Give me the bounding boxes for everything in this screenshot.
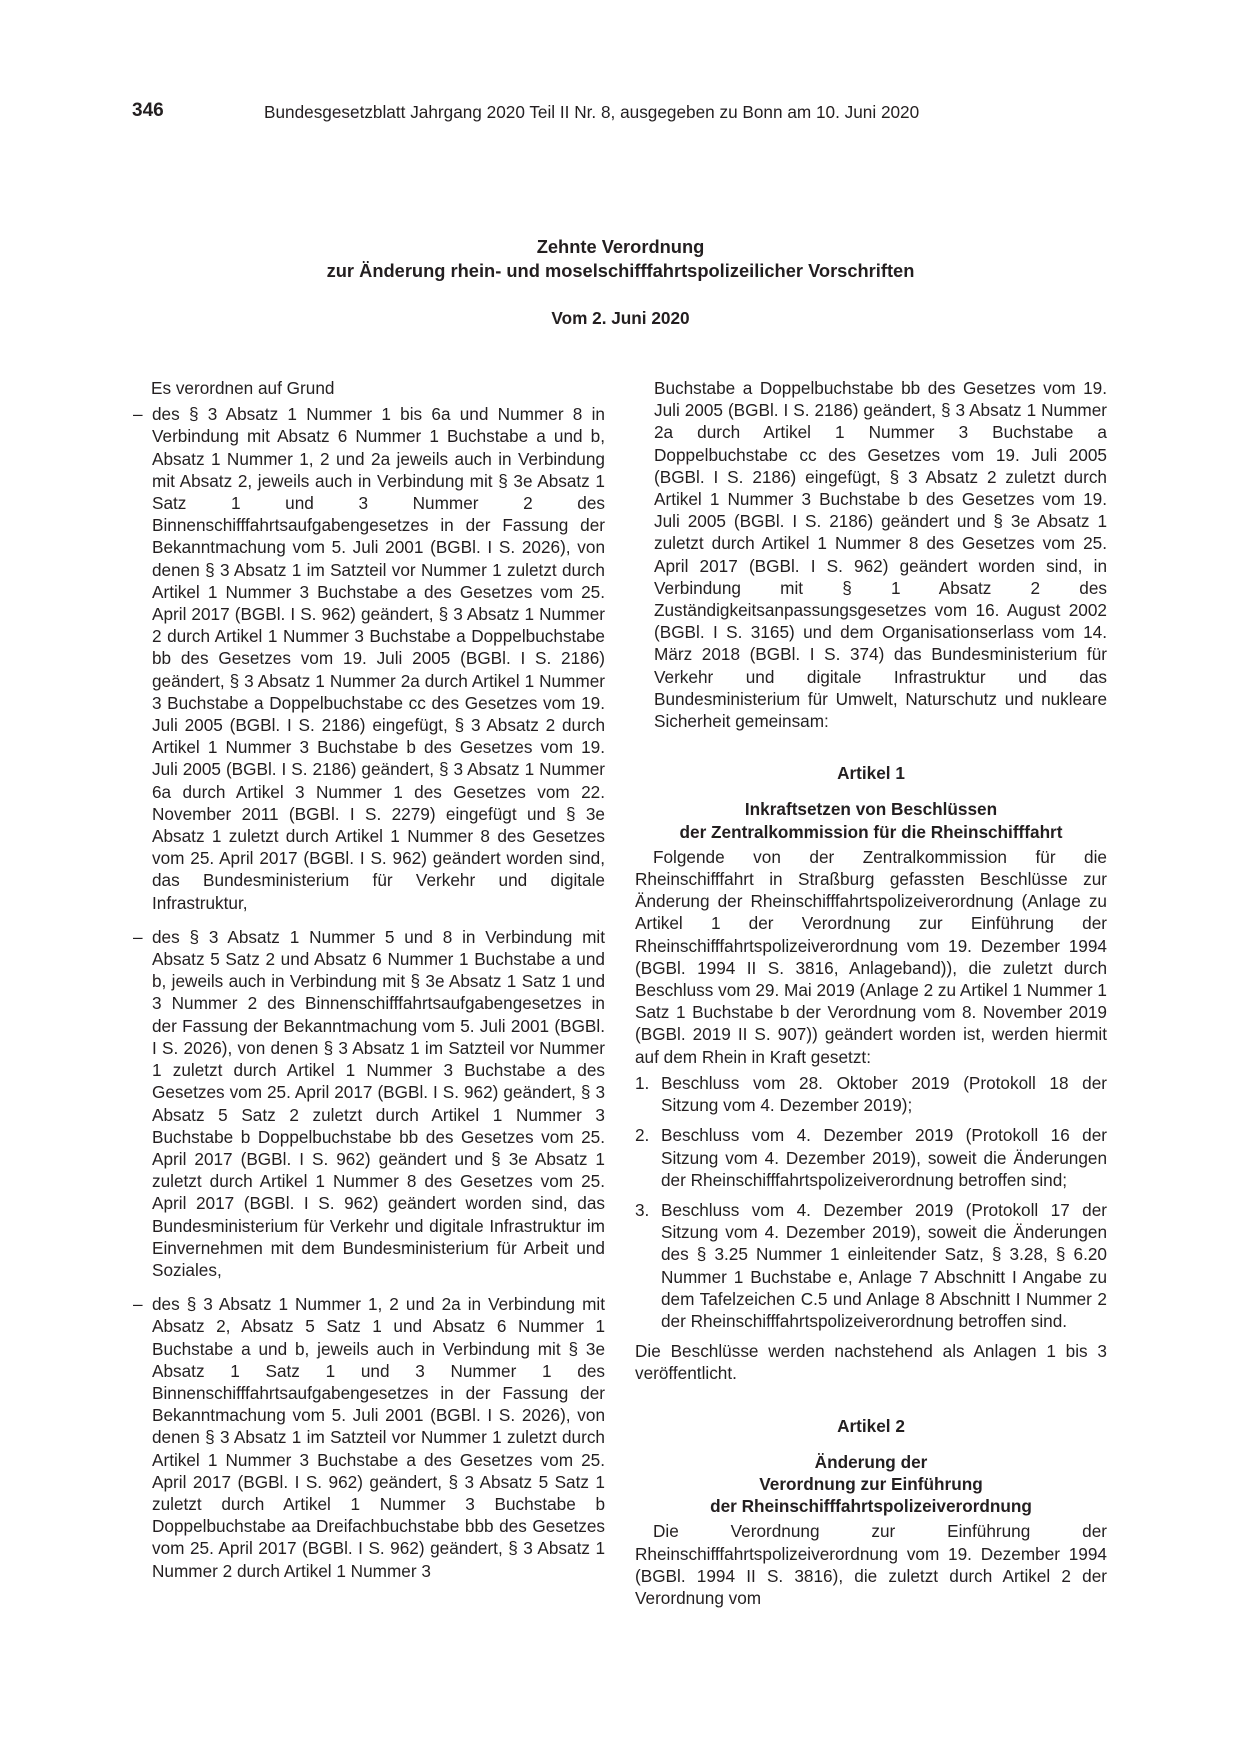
list-item-text: Beschluss vom 4. Dezember 2019 (Protokoll 16 der Sitzung vom 4. Dezember 2019), soweit die Änderungen der Rheinschifffahrtspolizeiverordnung betroffen sind; <box>661 1125 1107 1190</box>
article-2-intro: Die Verordnung zur Einführung der Rheinschifffahrtspolizeiverordnung vom 19. Dezember 1994 (BGBl. 1994 II S. 3816), die zuletzt durch Artikel 2 der Verordnung vom <box>635 1521 1107 1608</box>
publication-line: Bundesgesetzblatt Jahrgang 2020 Teil II Nr. 8, ausgegeben zu Bonn am 10. Juni 2020 <box>264 102 920 122</box>
left-column <box>133 377 605 1594</box>
title-line-2: zur Änderung rhein- und moselschifffahrtspolizeilicher Vorschriften <box>326 260 915 281</box>
article-2-title-line-1: Änderung der <box>814 1451 928 1472</box>
legal-basis-list <box>133 403 605 1582</box>
page-number: 346 <box>132 100 164 121</box>
article-1-list <box>635 1072 1107 1332</box>
list-item-text: des § 3 Absatz 1 Nummer 1, 2 und 2a in Verbindung mit Absatz 2, Absatz 5 Satz 1 und Absatz 6 Nummer 1 Buchstabe a und b, jeweils auch in Verbindung mit § 3e Absatz 1 Satz 1 und 3 Nummer 1 des Binnenschifffahrtsaufgabengesetzes in der Fassung der Bekanntmachung vom 5. Juli 2001 (BGBl. I S. 2026), von denen § 3 Absatz 1 im Satzteil vor Nummer 1 zuletzt durch Artikel 1 Nummer 3 Buchstabe a des Gesetzes vom 25. April 2017 (BGBl. I S. 962) geändert, § 3 Absatz 5 Satz 1 zuletzt durch Artikel 1 Nummer 3 Buchstabe b Doppelbuchstabe aa Dreifachbuchstabe bbb des Gesetzes vom 25. April 2017 (BGBl. I S. 962) geändert, § 3 Absatz 1 Nummer 2 durch Artikel 1 Nummer 3 <box>152 1294 605 1581</box>
article-2-title <box>635 1451 1107 1518</box>
list-item <box>635 1199 1107 1332</box>
article-1-title-line-1: Inkraftsetzen von Beschlüssen <box>744 799 998 820</box>
list-item <box>635 1072 1107 1116</box>
list-item-text: Beschluss vom 4. Dezember 2019 (Protokoll 17 der Sitzung vom 4. Dezember 2019), soweit die Änderungen des § 3.25 Nummer 1 einleitender Satz, § 3.28, § 6.20 Nummer 1 Buchstabe e, Anlage 7 Abschnitt I Angabe zu dem Tafelzeichen C.5 und Anlage 8 Abschnitt I Nummer 2 der Rheinschifffahrtspolizeiverordnung betroffen sind. <box>661 1199 1107 1331</box>
list-item <box>635 1124 1107 1191</box>
continuation-paragraph: Buchstabe a Doppelbuchstabe bb des Gesetzes vom 19. Juli 2005 (BGBl. I S. 2186) geändert, § 3 Absatz 1 Nummer 2a durch Artikel 1 Nummer 3 Buchstabe a Doppelbuchstabe cc des Gesetzes vom 19. Juli 2005 (BGBl. I S. 2186) eingefügt, § 3 Absatz 2 zuletzt durch Artikel 1 Nummer 3 Buchstabe b des Gesetzes vom 19. Juli 2005 (BGBl. I S. 2186) geändert und § 3e Absatz 1 zuletzt durch Artikel 1 Nummer 8 des Gesetzes vom 25. April 2017 (BGBl. I S. 962) geändert worden sind, in Verbindung mit § 1 Absatz 2 des Zuständigkeitsanpassungsgesetzes vom 16. August 2002 (BGBl. I S. 3165) und dem Organisationserlass vom 14. März 2018 (BGBl. I S. 374) das Bundesministerium für Verkehr und digitale Infrastruktur und das Bundesministerium für Umwelt, Naturschutz und nukleare Sicherheit gemeinsam: <box>654 378 1107 732</box>
article-2-label: Artikel 2 <box>837 1415 905 1436</box>
list-number: 1. <box>635 1072 650 1093</box>
list-item <box>133 403 605 914</box>
title-line-1: Zehnte Verordnung <box>536 236 705 257</box>
article-1-title <box>635 798 1107 842</box>
list-item <box>133 1293 605 1582</box>
list-item-text: des § 3 Absatz 1 Nummer 5 und 8 in Verbindung mit Absatz 5 Satz 2 und Absatz 6 Nummer 1 Buchstabe a und b, jeweils auch in Verbindung mit § 3e Absatz 1 Satz 1 und 3 Nummer 2 des Binnenschifffahrtsaufgabengesetzes in der Fassung der Bekanntmachung vom 5. Juli 2001 (BGBl. I S. 2026), von denen § 3 Absatz 1 im Satzteil vor Nummer 1 zuletzt durch Artikel 1 Nummer 3 Buchstabe a des Gesetzes vom 25. April 2017 (BGBl. I S. 962) geändert, § 3 Absatz 5 Satz 2 zuletzt durch Artikel 1 Nummer 3 Buchstabe b Doppelbuchstabe bb des Gesetzes vom 25. April 2017 (BGBl. I S. 962) geändert und § 3e Absatz 1 zuletzt durch Artikel 1 Nummer 8 des Gesetzes vom 25. April 2017 (BGBl. I S. 962) geändert worden sind, das Bundesministerium für Verkehr und digitale Infrastruktur im Einvernehmen mit dem Bundesministerium für Arbeit und Soziales, <box>152 926 605 1280</box>
article-1-title-line-2: der Zentralkommission für die Rheinschifffahrt <box>679 821 1063 842</box>
list-number: 2. <box>635 1125 650 1146</box>
dash-bullet: – <box>133 1294 143 1315</box>
document-title <box>132 235 1109 283</box>
dash-bullet: – <box>133 404 143 425</box>
article-1-closing: Die Beschlüsse werden nachstehend als Anlagen 1 bis 3 veröffentlicht. <box>635 1341 1107 1384</box>
article-1-intro: Folgende von der Zentralkommission für die Rheinschifffahrt in Straßburg gefassten Beschlüsse zur Änderung der Rheinschifffahrtspolizeiverordnung (Anlage zu Artikel 1 der Verordnung zur Einführung der Rheinschifffahrtspolizeiverordnung vom 19. Dezember 1994 (BGBl. 1994 II S. 3816, Anlageband)), die zuletzt durch Beschluss vom 29. Mai 2019 (Anlage 2 zu Artikel 1 Nummer 1 Satz 1 Buchstabe b der Verordnung vom 8. November 2019 (BGBl. 2019 II S. 907)) geändert worden ist, werden hiermit auf dem Rhein in Kraft gesetzt: <box>635 846 1107 1067</box>
list-item-text: des § 3 Absatz 1 Nummer 1 bis 6a und Nummer 8 in Verbindung mit Absatz 6 Nummer 1 Buchstabe a und b, Absatz 1 Nummer 1, 2 und 2a jeweils auch in Verbindung mit Absatz 2, jeweils auch in Verbindung mit § 3e Absatz 1 Satz 1 und 3 Nummer 2 des Binnenschifffahrtsaufgabengesetzes in der Fassung der Bekanntmachung vom 5. Juli 2001 (BGBl. I S. 2026), von denen § 3 Absatz 1 im Satzteil vor Nummer 1 zuletzt durch Artikel 1 Nummer 3 Buchstabe a des Gesetzes vom 25. April 2017 (BGBl. I S. 962) geändert, § 3 Absatz 1 Nummer 2 durch Artikel 1 Nummer 3 Buchstabe a Doppelbuchstabe bb des Gesetzes vom 19. Juli 2005 (BGBl. I S. 2186) geändert, § 3 Absatz 1 Nummer 2a durch Artikel 1 Nummer 3 Buchstabe a Doppelbuchstabe cc des Gesetzes vom 19. Juli 2005 (BGBl. I S. 2186) eingefügt, § 3 Absatz 2 durch Artikel 1 Nummer 3 Buchstabe b des Gesetzes vom 19. Juli 2005 (BGBl. I S. 2186) geändert, § 3 Absatz 1 Nummer 6a durch Artikel 3 Nummer 1 des Gesetzes vom 22. November 2011 (BGBl. I S. 2279) eingefügt und § 3e Absatz 1 zuletzt durch Artikel 1 Nummer 8 des Gesetzes vom 25. April 2017 (BGBl. I S. 962) geändert worden sind, das Bundesministerium für Verkehr und digitale Infrastruktur, <box>152 404 605 913</box>
article-2-title-line-3: der Rheinschifffahrtspolizeiverordnung <box>710 1496 1032 1517</box>
article-1-label: Artikel 1 <box>837 763 905 784</box>
article-2-title-line-2: Verordnung zur Einführung <box>759 1473 983 1494</box>
list-number: 3. <box>635 1199 650 1220</box>
document-date: Vom 2. Juni 2020 <box>551 308 690 328</box>
right-column <box>635 377 1107 1609</box>
dash-bullet: – <box>133 926 143 947</box>
running-header <box>132 100 992 124</box>
list-item <box>133 926 605 1281</box>
list-item-text: Beschluss vom 28. Oktober 2019 (Protokoll 18 der Sitzung vom 4. Dezember 2019); <box>661 1072 1107 1116</box>
intro-paragraph: Es verordnen auf Grund <box>151 378 335 398</box>
